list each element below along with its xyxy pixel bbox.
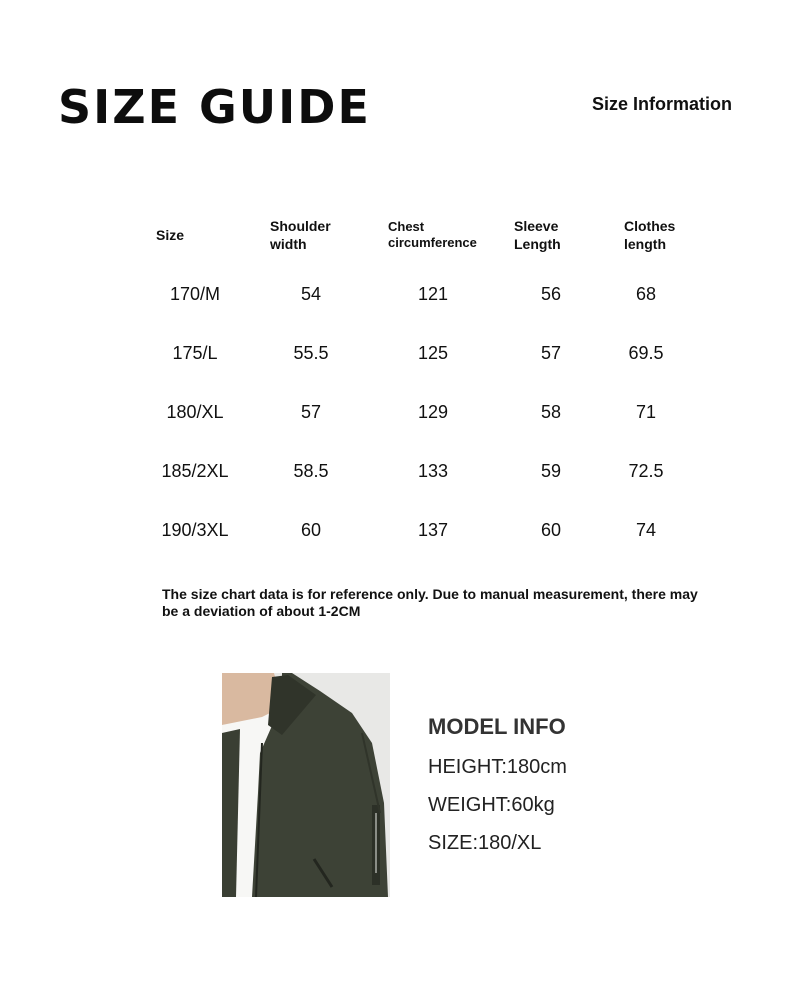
cell-chest: 129 — [417, 402, 449, 422]
table-row — [138, 265, 686, 324]
cell-sleeve: 58 — [540, 402, 562, 422]
model-jacket-illustration — [222, 673, 390, 897]
cell-sleeve: 57 — [540, 343, 562, 363]
cell-sleeve: 56 — [540, 284, 562, 304]
cell-length: 74 — [635, 520, 657, 540]
cell-length: 71 — [635, 402, 657, 422]
page-title: SIZE GUIDE — [58, 80, 371, 134]
cell-length: 68 — [635, 284, 657, 304]
size-table — [138, 205, 686, 560]
model-size: SIZE:180/XL — [428, 832, 542, 854]
model-info-title: MODEL INFO — [428, 714, 566, 739]
cell-size: 175/L — [172, 343, 218, 363]
cell-size: 185/2XL — [161, 461, 229, 481]
section-subtitle: Size Information — [591, 94, 732, 114]
cell-length: 72.5 — [628, 461, 664, 481]
column-header-chest: Chest circumference — [388, 219, 477, 250]
cell-sleeve: 60 — [540, 520, 562, 540]
measurement-note: The size chart data is for reference only. Due to manual measurement, there may be a deviation of about 1-2CM — [162, 586, 698, 619]
model-weight: WEIGHT:60kg — [428, 794, 555, 816]
column-header-size: Size — [156, 227, 185, 243]
cell-sleeve: 59 — [540, 461, 562, 481]
cell-shoulder: 58.5 — [293, 461, 329, 481]
model-info — [428, 712, 567, 868]
model-height: HEIGHT:180cm — [428, 756, 567, 778]
table-row — [138, 383, 686, 442]
cell-size: 190/3XL — [161, 520, 229, 540]
model-photo — [222, 673, 390, 897]
cell-shoulder: 60 — [300, 520, 322, 540]
cell-chest: 125 — [417, 343, 449, 363]
cell-shoulder: 55.5 — [293, 343, 329, 363]
column-header-clothes-length: Clothes length — [624, 218, 676, 252]
cell-size: 170/M — [169, 284, 221, 304]
cell-size: 180/XL — [166, 402, 224, 422]
cell-chest: 121 — [417, 284, 449, 304]
table-row — [138, 324, 686, 383]
column-header-sleeve: Sleeve Length — [514, 218, 561, 252]
cell-chest: 137 — [417, 520, 449, 540]
table-row — [138, 501, 686, 560]
table-row — [138, 442, 686, 501]
cell-length: 69.5 — [628, 343, 664, 363]
cell-shoulder: 54 — [300, 284, 322, 304]
table-header-row — [138, 205, 686, 265]
column-header-shoulder: Shoulder width — [270, 218, 331, 252]
cell-chest: 133 — [417, 461, 449, 481]
cell-shoulder: 57 — [300, 402, 322, 422]
